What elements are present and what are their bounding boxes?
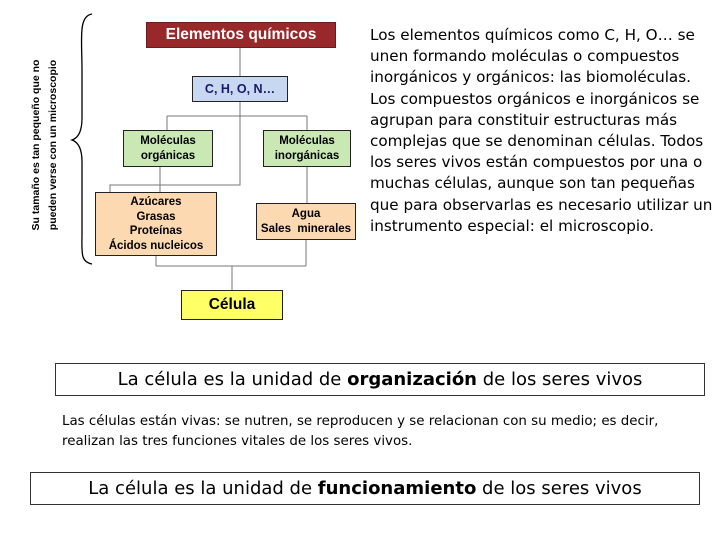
inorganic-molecules-line-2: inorgánicas <box>274 149 340 162</box>
explanation-paragraph-2: Los compuestos orgánicos e inorgánicos se agrupan para constituir estructuras más complejas que se denominan células. Todos los seres vivos están compuestos por una o muchas células, aunque son tan pequeñas que para observarlas es necesario utilizar un instrumento especial: el microscopio. <box>370 89 713 235</box>
organization-banner-bold: organización <box>347 369 477 390</box>
inorganic-molecules-box <box>263 130 351 167</box>
elements-box: C, H, O, N… <box>192 76 288 102</box>
inorganic-compound-2: Sales minerales <box>260 222 352 235</box>
cell-box: Célula <box>181 290 283 320</box>
inorganic-compounds-box <box>256 203 356 240</box>
organization-banner-before: La célula es la unidad de <box>117 369 348 390</box>
left-brace <box>72 14 92 264</box>
inorganic-compound-1: Agua <box>291 207 321 220</box>
organic-compound-1: Azúcares <box>130 196 182 208</box>
organic-compound-4: Ácidos nucleicos <box>108 239 204 252</box>
organic-molecules-box <box>123 130 213 167</box>
vital-functions-paragraph: Las células están vivas: se nutren, se reproducen y se relacionan con su medio; es decir, realizan las tres funciones vitales de los seres vivos. <box>62 414 659 449</box>
organization-banner-after: de los seres vivos <box>477 369 643 390</box>
chemical-elements-title-box: Elementos químicos <box>146 22 336 48</box>
organic-molecules-line-2: orgánicas <box>140 149 196 162</box>
organic-compound-2: Grasas <box>136 210 176 223</box>
organic-compounds-box <box>95 192 217 256</box>
function-banner <box>30 472 700 505</box>
organic-molecules-line-1: Moléculas <box>140 134 196 147</box>
side-note-line-1: Su tamaño es tan pequeño que no <box>30 59 42 231</box>
function-banner-bold: funcionamiento <box>317 478 477 499</box>
organization-banner <box>55 363 705 396</box>
organic-compound-3: Proteínas <box>129 225 183 237</box>
function-banner-after: de los seres vivos <box>476 478 642 499</box>
function-banner-before: La célula es la unidad de <box>88 478 318 499</box>
side-note-line-2: pueden verse con un microscopio <box>47 59 59 231</box>
explanation-paragraph-1: Los elementos químicos como C, H, O… se unen formando moléculas o compuestos inorgánicos y orgánicos: las biomoléculas. <box>370 26 695 87</box>
inorganic-molecules-line-1: Moléculas <box>279 134 335 147</box>
explanation-text <box>370 25 722 237</box>
vital-functions-text <box>62 412 712 451</box>
